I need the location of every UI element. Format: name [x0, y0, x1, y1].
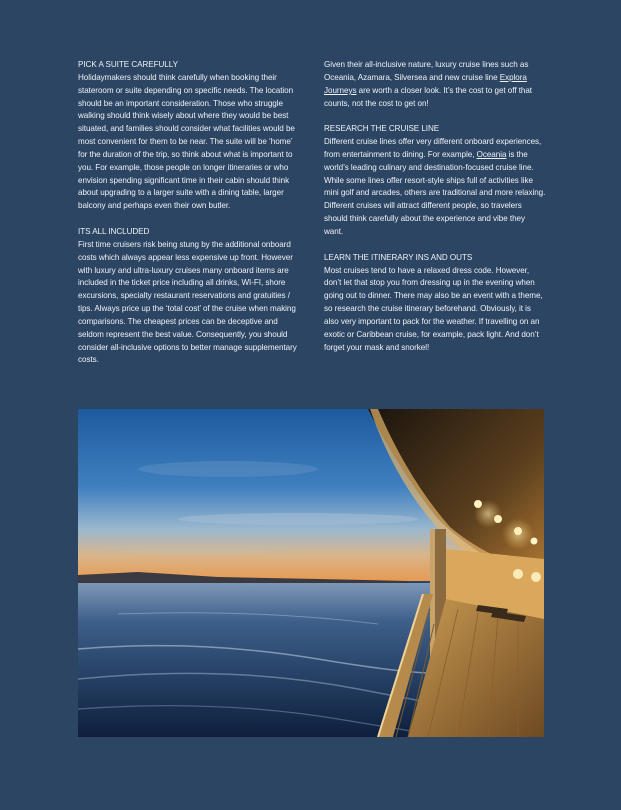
section-body: [324, 136, 546, 239]
right-column: [324, 59, 546, 367]
left-column: [78, 59, 302, 380]
section-body: Most cruises tend to have a relaxed dress code. However, don’t let that stop you from dressing up in the evening when going out to dinner. There may also be an event with a theme, so research the cruise itinerary beforehand. Obviously, it is also very important to pack for the weather. If travelling on an exotic or Caribbean cruise, for example, pack light. And don’t forget your mask and snorkel!: [324, 265, 543, 352]
section-research-cruise-line: [324, 123, 546, 239]
cruise-deck-sunset-photo: [78, 409, 544, 737]
section-heading: PICK A SUITE CAREFULLY: [78, 60, 178, 69]
section-heading: LEARN THE ITINERARY INS AND OUTS: [324, 252, 473, 262]
photo-illustration: [78, 409, 544, 737]
section-pick-a-suite: [78, 59, 302, 213]
section-body: Holidaymakers should think carefully when booking their stateroom or suite depending on specific needs. The location should be an important consideration. Those who struggle walking should think wisely about where they would be best situated, and families should consider what facilities would be most convenient for them to be near. The suite will be ‘home’ for the duration of the trip, so think about what is important to you. For example, those people on longer itineraries or who envision spending significant time in their cabin should think about upgrading to a larger suite with a dining table, larger balcony and perhaps even their own butler.: [78, 72, 295, 211]
research-text-before: Different cruise lines offer very different onboard experiences, from entertainment to dining. For example,: [324, 137, 542, 159]
oceania-link[interactable]: Oceania: [476, 149, 507, 159]
section-body: [324, 59, 546, 110]
research-text-after: is the world’s leading culinary and destination-focused cruise line. While some lines offer resort-style ships full of activities like mini golf and arcades, others are traditional and more relaxing. Different cruises will attract different people, so travelers should think carefully about the experience and vibe they want.: [324, 149, 546, 236]
explora-journeys-link[interactable]: Explora Journeys: [324, 72, 527, 95]
section-intro: [324, 59, 546, 110]
intro-text-before: Given their all-inclusive nature, luxury cruise lines such as Oceania, Azamara, Silversea and new cruise line: [324, 60, 529, 82]
section-body: First time cruisers risk being stung by the additional onboard costs which always appear less expensive up front. However with luxury and ultra-luxury cruises many onboard items are included in the ticket price including all drinks, WI-FI, shore excursions, specialty restaurant reservations and gratuities / tips. Always price up the ‘total cost’ of the cruise when making comparisons. The cheapest prices can be deceptive and seldom represent the best value. Consequently, you should consider all-inclusive options to better manage supplementary costs.: [78, 239, 297, 365]
section-heading: ITS ALL INCLUDED: [78, 226, 150, 236]
section-all-included: [78, 226, 302, 367]
section-learn-itinerary: [324, 252, 546, 355]
section-heading: RESEARCH THE CRUISE LINE: [324, 124, 440, 134]
intro-text-after: are worth a closer look. It’s the cost to get off that counts, not the cost to get on!: [324, 85, 533, 108]
